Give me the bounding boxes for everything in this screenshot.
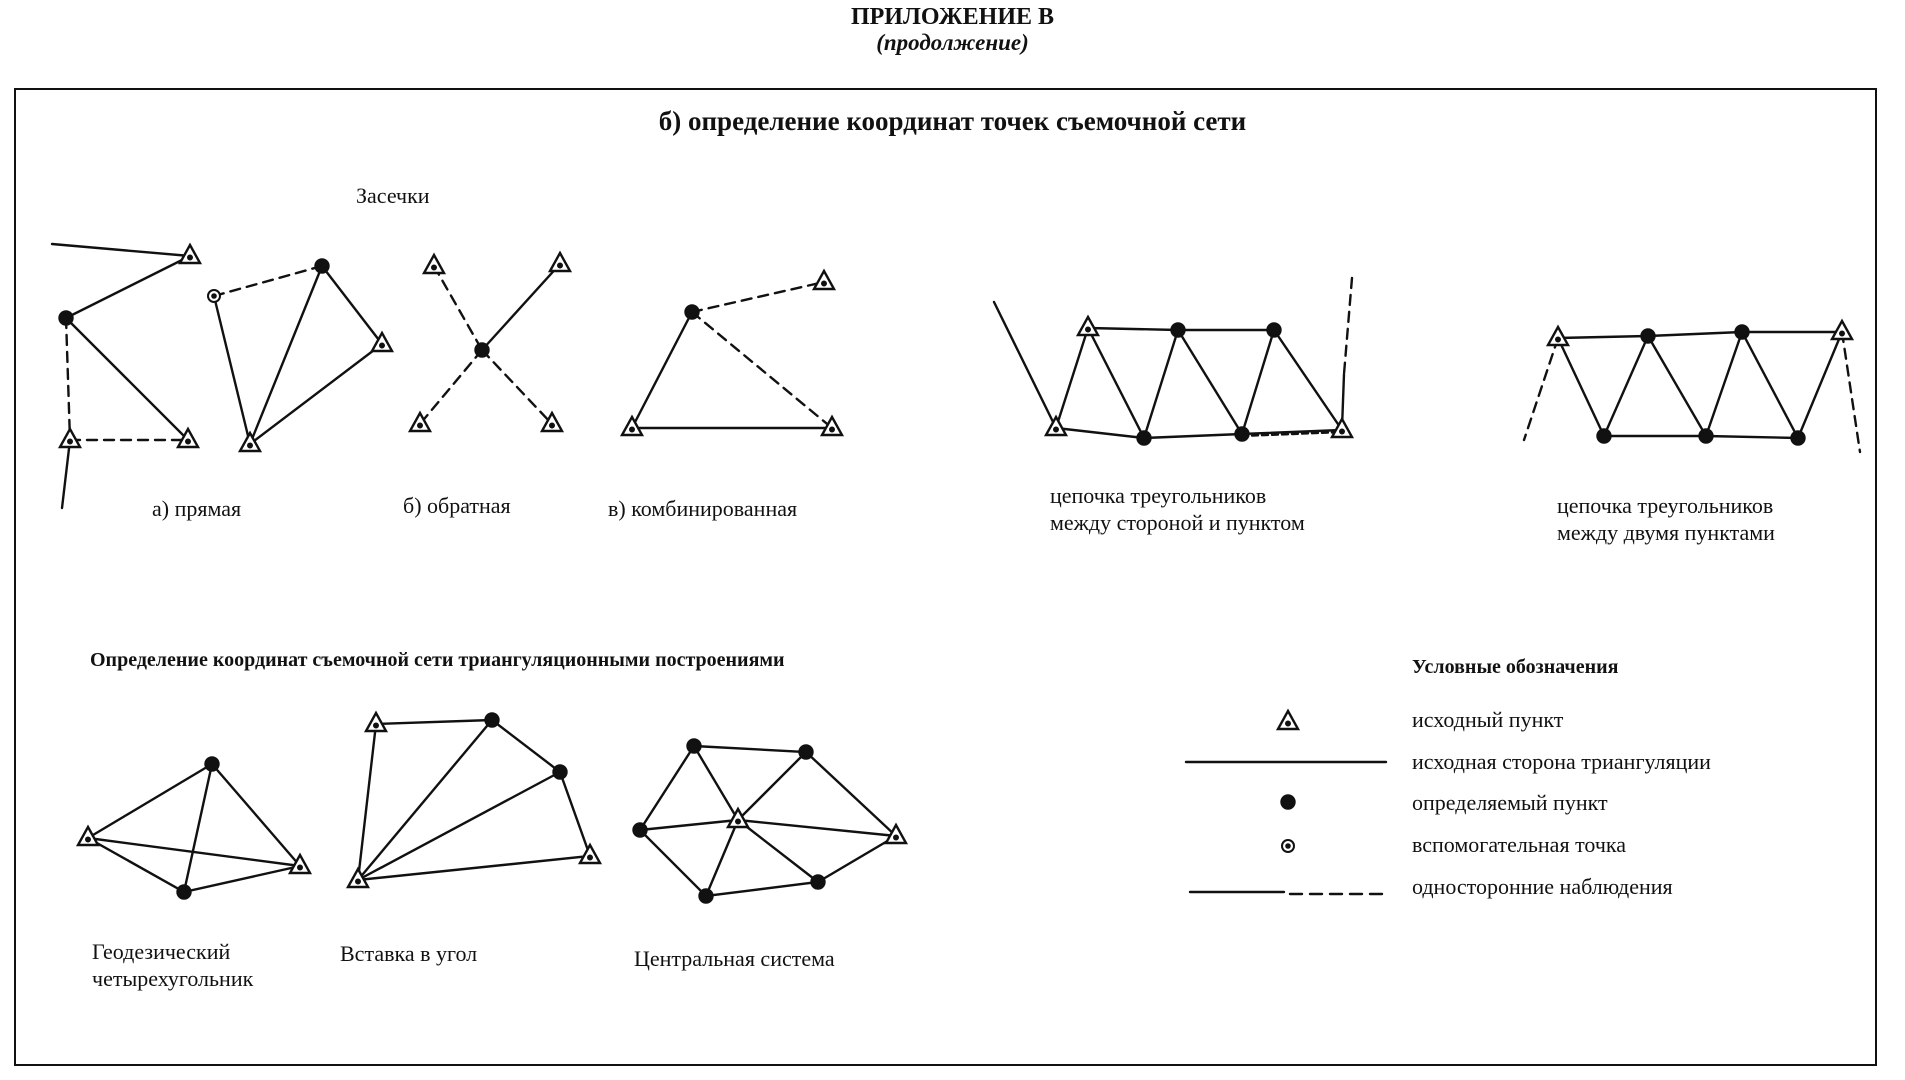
initial-point-marker: [814, 271, 834, 289]
quadrilateral-outline: [88, 764, 300, 892]
determined-point-marker: [1792, 432, 1805, 445]
insert-outline: [358, 720, 590, 880]
determined-point-marker: [1736, 326, 1749, 339]
legend-label-auxiliary-point: вспомогательная точка: [1412, 832, 1627, 857]
caption-chain-two-line2: между двумя пунктами: [1557, 520, 1775, 545]
caption-inverse: б) обратная: [403, 493, 511, 518]
determined-point-marker: [1268, 324, 1281, 337]
one-way-observation: [1842, 332, 1860, 452]
one-way-observation: [1344, 278, 1352, 374]
initial-point-marker: [550, 253, 570, 271]
appendix-title: ПРИЛОЖЕНИЕ В: [850, 4, 1055, 30]
determined-point-marker: [1700, 430, 1713, 443]
direction-line: [322, 266, 382, 344]
spoke: [640, 820, 738, 830]
determined-point-marker: [1236, 428, 1249, 441]
legend-label-initial-point: исходный пункт: [1412, 707, 1564, 732]
initial-point-marker: [240, 433, 260, 451]
one-way-observation: [420, 350, 482, 424]
determined-point-marker: [812, 876, 825, 889]
one-way-observation: [692, 282, 824, 312]
section-title: б) определение координат точек съемочной сети: [658, 106, 1247, 136]
initial-point-marker: [60, 429, 80, 447]
triangulation-title: Определение координат съемочной сети триангуляционными построениями: [90, 649, 785, 671]
determined-point-marker: [316, 260, 329, 273]
initial-point-marker: [424, 255, 444, 273]
determined-point-marker: [686, 306, 699, 319]
initial-point-marker: [1832, 321, 1852, 339]
initial-point-marker: [1548, 327, 1568, 345]
diagram-central-system: [634, 740, 907, 903]
direction-line: [632, 312, 692, 428]
direction-line: [66, 318, 188, 440]
diagram-direct-intersection: [52, 244, 200, 508]
caption-quadrilateral-line2: четырехугольник: [92, 966, 254, 991]
one-way-observation: [434, 266, 482, 350]
chain-line: [1558, 332, 1842, 338]
one-way-observation: [66, 318, 70, 440]
diagram-chain-side-to-point: [994, 278, 1352, 445]
determined-point-marker: [486, 714, 499, 727]
initial-side: [994, 302, 1056, 428]
determined-point-marker: [700, 890, 713, 903]
determined-point-marker: [60, 312, 73, 325]
one-way-observation: [214, 266, 322, 296]
legend-filled-dot-icon: [1282, 796, 1295, 809]
legend-label-one-way-observations: односторонние наблюдения: [1412, 874, 1673, 899]
initial-point-marker: [1078, 317, 1098, 335]
chain-line: [1056, 428, 1342, 438]
spoke: [738, 820, 818, 882]
determined-point-marker: [554, 766, 567, 779]
legend-label-determined-point: определяемый пункт: [1412, 790, 1608, 815]
diagram-combined-intersection: [622, 271, 842, 435]
determined-point-marker: [206, 758, 219, 771]
spoke: [738, 752, 806, 820]
diagonal: [184, 764, 212, 892]
determined-point-marker: [1642, 330, 1655, 343]
initial-point-marker: [1046, 417, 1066, 435]
one-way-observation: [482, 350, 552, 424]
direction-line: [214, 296, 250, 444]
chain-line: [1056, 328, 1342, 438]
legend-triangle-icon: [1278, 711, 1298, 729]
caption-chain-side-line2: между стороной и пунктом: [1050, 510, 1305, 535]
caption-central-system: Центральная система: [634, 946, 835, 971]
initial-point-marker: [180, 245, 200, 263]
diagram-inverse-intersection: [410, 253, 570, 431]
initial-point-marker: [580, 845, 600, 863]
legend-title: Условные обозначения: [1412, 656, 1619, 678]
diagonal: [358, 772, 560, 880]
initial-point-marker: [822, 417, 842, 435]
intersections-title: Засечки: [356, 183, 430, 208]
appendix-subtitle: (продолжение): [876, 30, 1029, 55]
diagram-angle-insert: [348, 713, 600, 887]
determined-point-marker: [1172, 324, 1185, 337]
direction-line: [66, 256, 190, 318]
diagonal: [358, 720, 492, 880]
determined-point-marker: [1598, 430, 1611, 443]
initial-point-marker: [886, 825, 906, 843]
auxiliary-point-marker: [208, 290, 220, 302]
determined-point-marker: [476, 344, 489, 357]
initial-point-marker: [366, 713, 386, 731]
caption-quadrilateral-line1: Геодезический: [92, 939, 231, 964]
spoke: [706, 820, 738, 896]
determined-point-marker: [634, 824, 647, 837]
direction-line: [482, 264, 560, 350]
legend-circle-dot-icon: [1282, 840, 1294, 852]
initial-point-marker: [622, 417, 642, 435]
diagram-inverse-intersection-auxiliary: [208, 260, 392, 452]
initial-point-marker: [78, 827, 98, 845]
one-way-observation: [692, 312, 832, 428]
one-way-observation: [1524, 338, 1558, 440]
diagram-geodetic-quadrilateral: [78, 758, 310, 899]
spoke: [738, 820, 896, 836]
caption-direct: а) прямая: [152, 496, 242, 521]
central-outline: [640, 746, 896, 896]
caption-angle-insert: Вставка в угол: [340, 941, 478, 966]
caption-chain-two-line1: цепочка треугольников: [1557, 493, 1774, 518]
determined-point-marker: [178, 886, 191, 899]
chain-line: [1558, 332, 1842, 438]
determined-point-marker: [1138, 432, 1151, 445]
determined-point-marker: [688, 740, 701, 753]
caption-combined: в) комбинированная: [608, 496, 798, 521]
caption-chain-side-line1: цепочка треугольников: [1050, 483, 1267, 508]
determined-point-marker: [800, 746, 813, 759]
diagram-chain-two-points: [1524, 321, 1860, 452]
legend-symbols: [1186, 711, 1390, 894]
spoke: [694, 746, 738, 820]
initial-side: [52, 244, 190, 256]
legend-label-initial-side: исходная сторона триангуляции: [1412, 749, 1711, 774]
initial-side: [62, 440, 70, 508]
